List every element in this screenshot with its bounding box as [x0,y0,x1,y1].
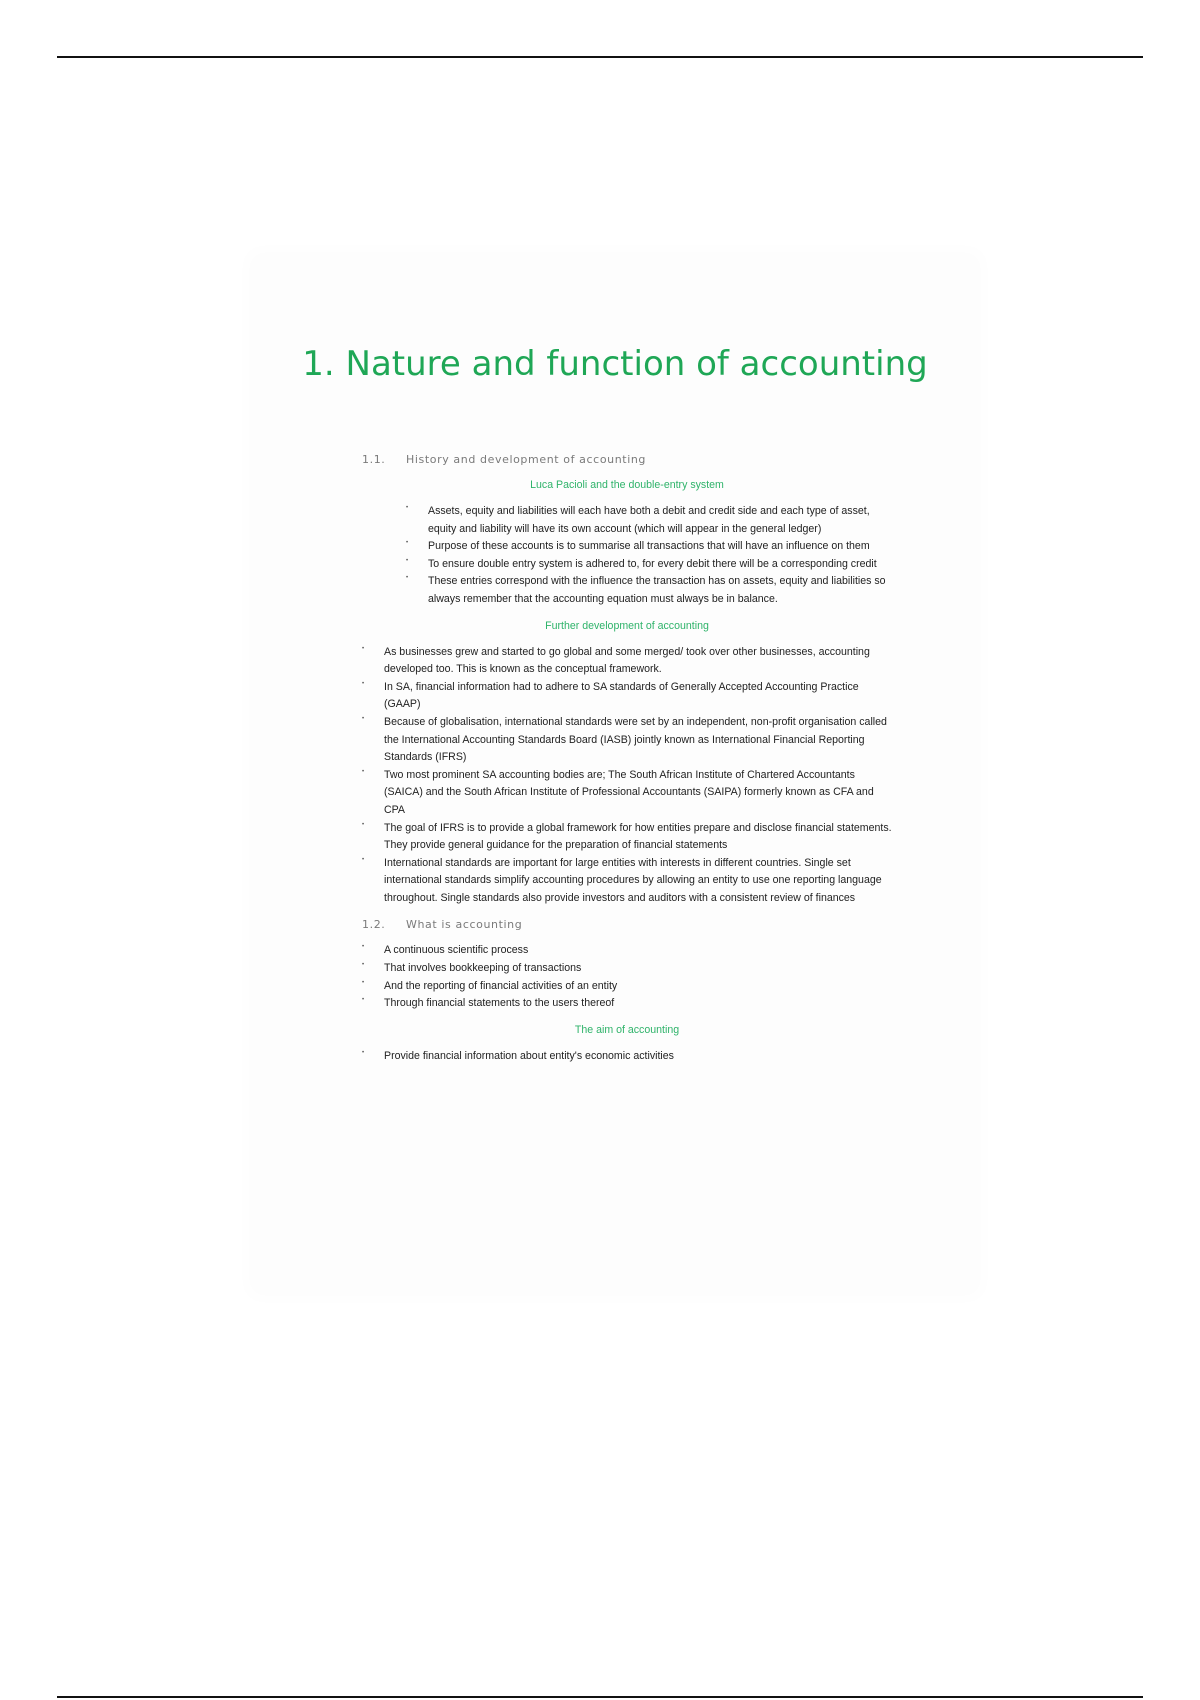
bullet-list [362,644,892,908]
list-item: • The goal of IFRS is to provide a global framework for how entities prepare and disclose financial statements. They provide general guidance for the preparation of financial statements [362,820,892,855]
bullet-list [362,942,892,1012]
subsection-heading: Luca Pacioli and the double-entry system [530,479,724,491]
bottom-rule [57,1696,1143,1698]
list-item: • As businesses grew and started to go global and some merged/ took over other businesses, accounting developed too. This is known as the conceptual framework. [362,644,892,679]
list-item: • That involves bookkeeping of transactions [362,960,892,978]
section-heading [362,916,892,933]
list-item: • Purpose of these accounts is to summarise all transactions that will have an influence on them [406,538,892,556]
subsection-heading: Further development of accounting [545,619,709,632]
top-rule [57,56,1143,58]
document-page-image [255,258,975,1290]
list-item: • Provide financial information about entity's economic activities [362,1048,892,1066]
list-item: • These entries correspond with the influence the transaction has on assets, equity and liabilities so always remember that the accounting equation must always be in balance. [406,573,892,608]
bullet-list [362,1048,892,1066]
section-number: 1.1. [362,453,386,466]
section-title: History and development of accounting [406,453,647,466]
document-body [362,451,892,1074]
list-item: • Through financial statements to the users thereof [362,995,892,1013]
list-item: • Two most prominent SA accounting bodies are; The South African Institute of Chartered Accountants (SAICA) and the South African Institute of Professional Accountants (SAIPA) formerly known as CFA and CPA [362,767,892,820]
section-number: 1.2. [362,918,386,932]
bullet-list [406,503,892,609]
document-title: 1. Nature and function of accounting [302,344,928,384]
section-heading [362,451,892,468]
list-item: • To ensure double entry system is adhered to, for every debit there will be a corresponding credit [406,556,892,574]
list-item: • In SA, financial information had to adhere to SA standards of Generally Accepted Accounting Practice (GAAP) [362,679,892,714]
list-item: • And the reporting of financial activities of an entity [362,978,892,996]
section-title: What is accounting [406,918,523,932]
list-item: • Assets, equity and liabilities will each have both a debit and credit side and each type of asset, equity and liability will have its own account (which will appear in the general ledger) [406,503,892,538]
list-item: • International standards are important for large entities with interests in different countries. Single set international standards simplify accounting procedures by allowing an entity to use one reporting language throughout. Single standards also provide investors and auditors with a consistent review of finances [362,855,892,908]
subsection-heading: The aim of accounting [574,1023,680,1036]
list-item: • A continuous scientific process [362,942,892,960]
list-item: • Because of globalisation, international standards were set by an independent, non-profit organisation called the International Accounting Standards Board (IASB) jointly known as International Financial Reporting Standards (IFRS) [362,714,892,767]
